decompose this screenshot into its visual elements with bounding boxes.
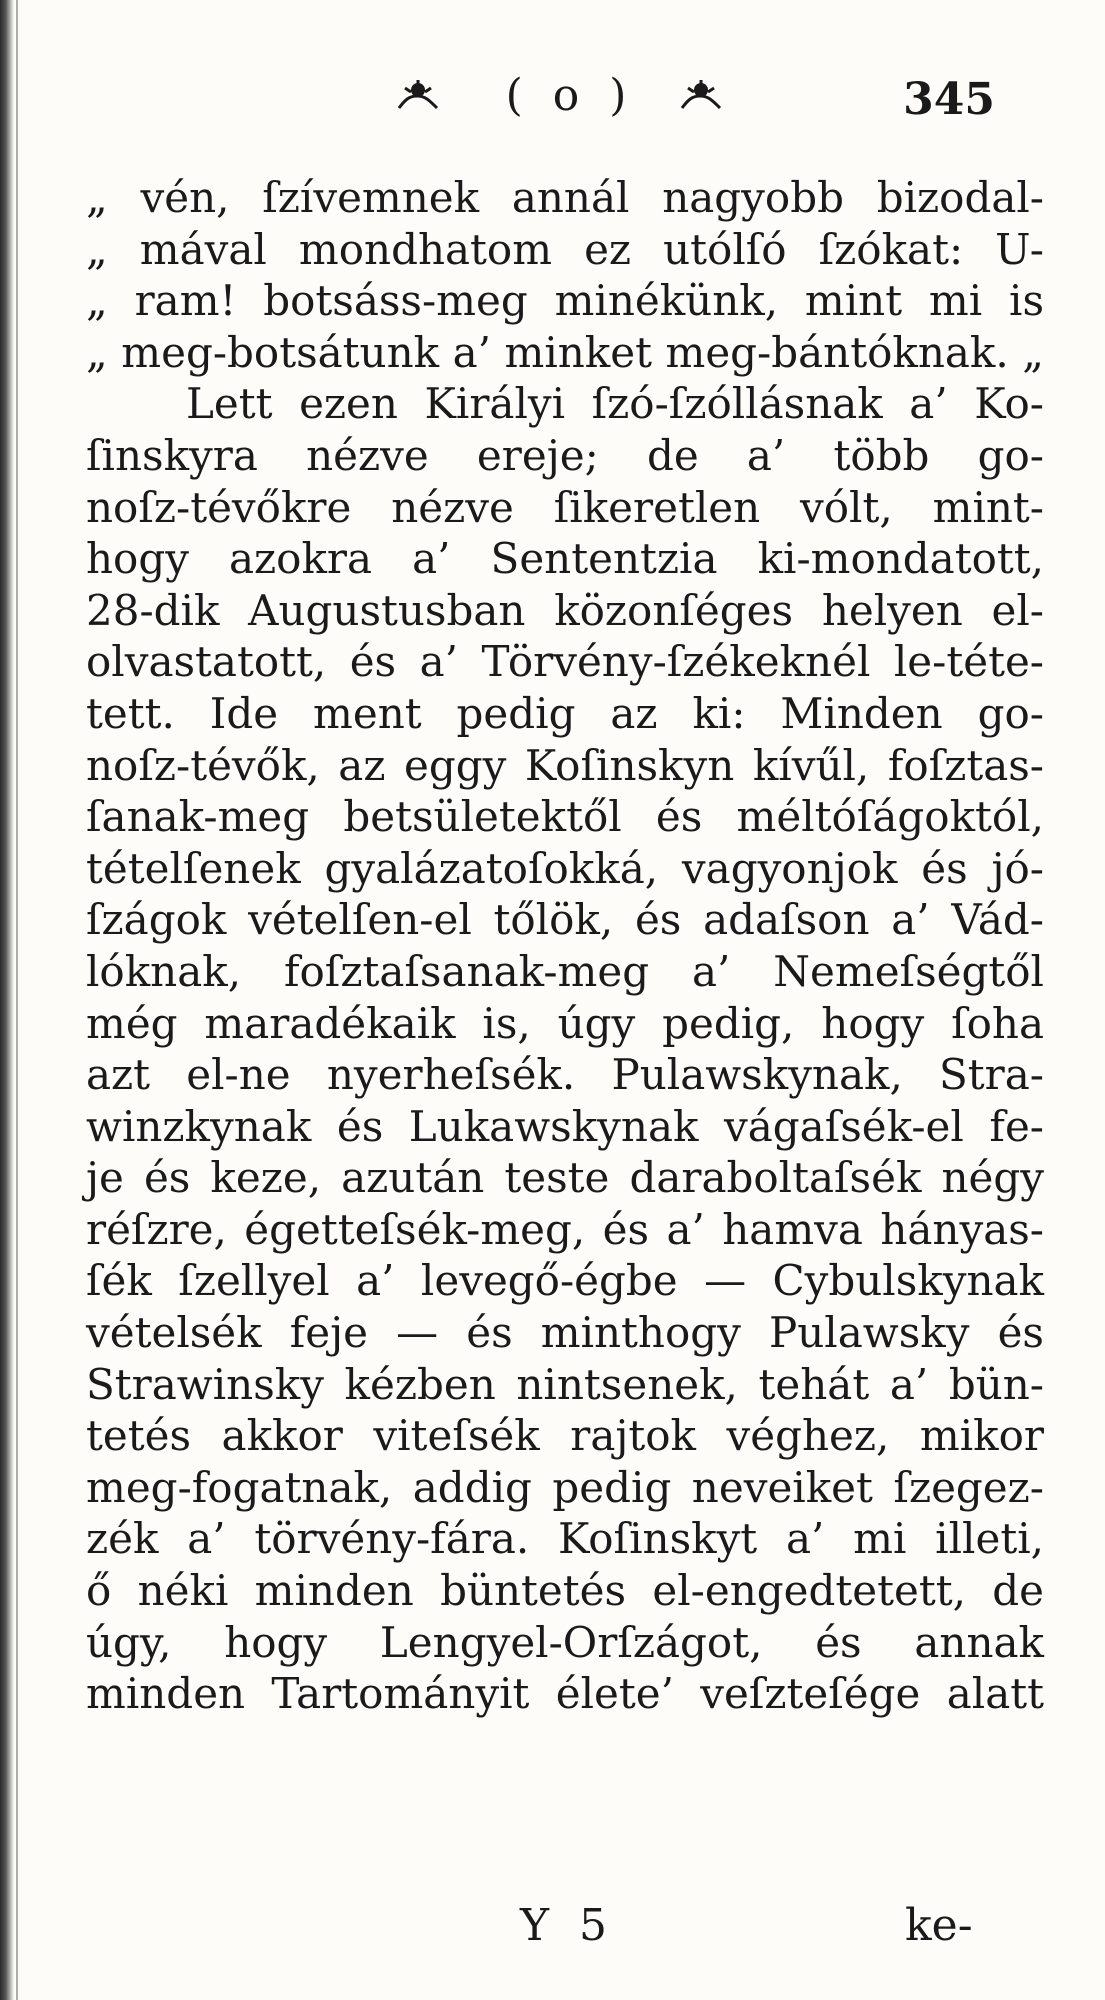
text-line: „ ram! botsáss-meg minékünk, mint mi is — [86, 276, 1044, 326]
book-spine-shadow — [0, 0, 14, 2000]
text-line: tételſenek gyalázatoſokká, vagyonjok és jó- — [86, 843, 1044, 893]
text-line: je és keze, azután teste daraboltaſsék négy — [86, 1153, 1044, 1203]
text-line: noſz-tévők, az eggy Koſinskyn kívűl, foſztas- — [86, 740, 1044, 790]
text-line: minden Tartományit élete’ veſzteſége alatt — [86, 1669, 1044, 1719]
text-line: 28-dik Augustusban közonſéges helyen el- — [86, 585, 1044, 635]
text-line: vételsék feje — és minthogy Pulawsky és — [86, 1308, 1044, 1358]
body-text — [86, 172, 1044, 1720]
text-line: winzkynak és Lukawskynak vágaſsék-el fe- — [86, 1101, 1044, 1151]
page-footer — [0, 1900, 1105, 1960]
text-line: tetés akkor viteſsék rajtok véghez, mikor — [86, 1411, 1044, 1461]
text-line: ſinskyra nézve ereje; de a’ több go- — [86, 430, 1044, 480]
text-line: ſék ſzellyel a’ levegő-égbe — Cybulskynak — [86, 1256, 1044, 1306]
text-line: noſz-tévőkre nézve ſikeretlen vólt, mint- — [86, 482, 1044, 532]
text-line: „ meg-botsátunk a’ minket meg-bántóknak. „ — [86, 327, 1044, 377]
text-line: „ vén, ſzívemnek annál nagyobb bizodal- — [86, 173, 1044, 222]
text-line: ſanak-meg betsületektől és méltóſágoktól, — [86, 792, 1044, 842]
header-signature-mark: ( o ) — [505, 70, 635, 121]
text-line: lóknak, foſztaſsanak-meg a’ Nemeſségtől — [86, 946, 1044, 996]
text-line: olvastatott, és a’ Törvény-ſzékeknél le-téte- — [86, 637, 1044, 687]
text-line: „ mával mondhatom ez utólſó ſzókat: U- — [86, 224, 1044, 274]
catchword: ke- — [905, 1900, 973, 1951]
text-line: tett. Ide ment pedig az ki: Minden go- — [86, 688, 1044, 738]
footer-signature-mark: Y 5 — [520, 1900, 616, 1951]
text-line: hogy azokra a’ Sententzia ki-mondatott, — [86, 534, 1044, 584]
text-line: zék a’ törvény-fára. Koſinskyt a’ mi illeti, — [86, 1514, 1044, 1564]
left-fleuron-icon — [395, 78, 441, 114]
text-line: réſzre, égetteſsék-meg, és a’ hamva hányas- — [86, 1204, 1044, 1254]
text-line: Lett ezen Királyi ſzó-ſzóllásnak a’ Ko- — [186, 379, 1044, 429]
text-line: ő néki minden büntetés el-engedtetett, de — [86, 1566, 1044, 1616]
text-line: azt el-ne nyerheſsék. Pulawskynak, Stra- — [86, 1050, 1044, 1100]
text-line: úgy, hogy Lengyel-Orſzágot, és annak — [86, 1617, 1044, 1667]
page-number: 345 — [903, 74, 995, 125]
text-line: meg-fogatnak, addig pedig neveiket ſzegez- — [86, 1462, 1044, 1512]
text-line: még maradékaik is, úgy pedig, hogy ſoha — [86, 998, 1044, 1048]
text-line: Strawinsky kézben nintsenek, tehát a’ bün- — [86, 1359, 1044, 1409]
gutter-line — [16, 0, 18, 2000]
text-line: ſzágok vételſen-el tőlök, és adaſson a’ Vád- — [86, 895, 1044, 945]
right-fleuron-icon — [678, 78, 724, 114]
page-header — [0, 70, 1105, 140]
